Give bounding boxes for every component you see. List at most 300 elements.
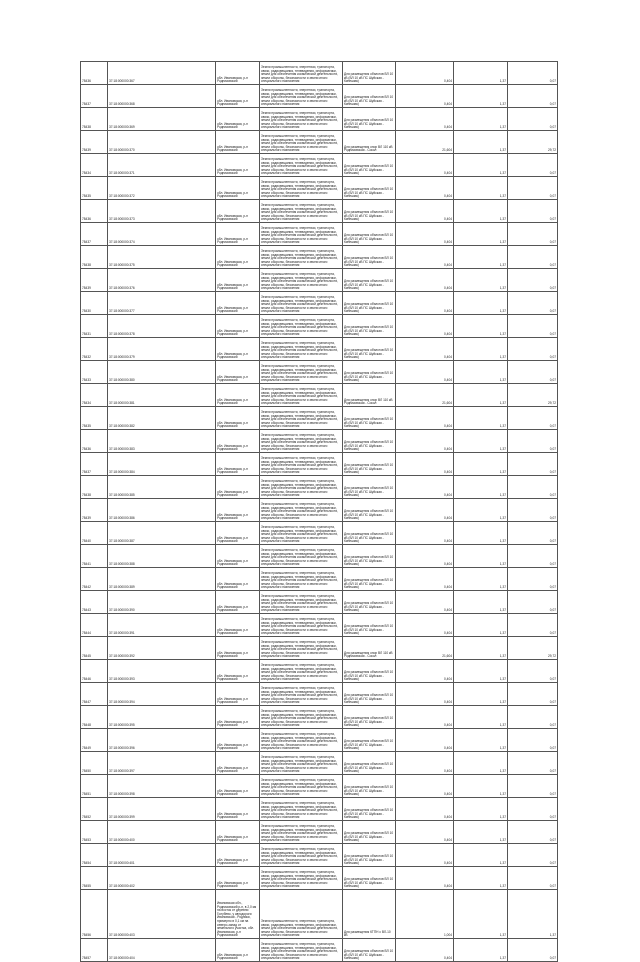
cadastral-number-cell: 37:18:000000:376 [108, 269, 216, 292]
address-cell: обл. Ивановская, р-н Родниковский [216, 939, 260, 962]
address-cell: обл. Ивановская, р-н Родниковский [216, 706, 260, 729]
permitted-use-cell: Для размещения объектов ВЛ 10 кВ (ВЛ 10 кВ ПС Шуйская - Кинешма) [343, 660, 396, 683]
address-cell: обл. Ивановская, р-н Родниковский [216, 108, 260, 131]
address-cell: обл. Ивановская, р-н Родниковский [216, 568, 260, 591]
area-value-cell: 0,404 [396, 200, 454, 223]
row-number-cell: 78441 [81, 545, 108, 568]
rate-value-cell: 1,37 [454, 821, 508, 844]
row-number-cell: 78440 [81, 522, 108, 545]
area-value-cell: 0,404 [396, 683, 454, 706]
row-number-cell: 78443 [81, 591, 108, 614]
table-row [81, 430, 558, 453]
permitted-use-cell: Для размещения объектов ВЛ 10 кВ (ВЛ 10 кВ ПС Шуйская - Кинешма) [343, 223, 396, 246]
rate-value-cell: 1,37 [454, 154, 508, 177]
rate-value-cell: 1,37 [454, 939, 508, 962]
cadastral-number-cell: 37:18:000000:378 [108, 315, 216, 338]
cadastral-number-cell: 37:18:000000:382 [108, 407, 216, 430]
land-category-cell: Земли промышленности, энергетики, транспорта, связи, радиовещания, телевидения, информатики, земли для обеспечения космической деятельности, земли обороны, безопасности и земли иного специального назначения [260, 292, 343, 315]
area-value-cell: 0,404 [396, 430, 454, 453]
cadastral-number-cell: 37:18:000000:371 [108, 154, 216, 177]
table-row [81, 522, 558, 545]
land-category-cell: Земли промышленности, энергетики, транспорта, связи, радиовещания, телевидения, информатики, земли для обеспечения космической деятельности, земли обороны, безопасности и земли иного специального назначения [260, 729, 343, 752]
table-row [81, 775, 558, 798]
address-cell: обл. Ивановская, р-н Родниковский [216, 499, 260, 522]
address-cell: обл. Ивановская, р-н Родниковский [216, 752, 260, 775]
rate-value-cell: 1,37 [454, 108, 508, 131]
area-value-cell: 21,604 [396, 384, 454, 407]
area-value-cell: 0,404 [396, 939, 454, 962]
address-cell: обл. Ивановская, р-н Родниковский [216, 729, 260, 752]
land-category-cell: Земли промышленности, энергетики, транспорта, связи, радиовещания, телевидения, информатики, земли для обеспечения космической деятельности, земли обороны, безопасности и земли иного специального назначения [260, 200, 343, 223]
area-value-cell: 0,404 [396, 269, 454, 292]
rate-value-cell: 1,37 [454, 315, 508, 338]
permitted-use-cell: Для размещения объектов ВЛ 10 кВ (ВЛ 10 кВ ПС Шуйская - Кинешма) [343, 729, 396, 752]
table-row [81, 844, 558, 867]
table-row [81, 660, 558, 683]
row-number-cell: 78437 [81, 85, 108, 108]
row-number-cell: 78438 [81, 476, 108, 499]
permitted-use-cell: Для размещения объектов ВЛ 10 кВ (ВЛ 10 кВ ПС Шуйская - Кинешма) [343, 108, 396, 131]
rate-value-cell: 1,37 [454, 706, 508, 729]
sum-value-cell: 0,07 [508, 177, 558, 200]
table-row [81, 407, 558, 430]
sum-value-cell: 0,07 [508, 292, 558, 315]
sum-value-cell: 0,07 [508, 867, 558, 890]
permitted-use-cell: Для размещения объектов ВЛ 10 кВ (ВЛ 10 кВ ПС Шуйская - Кинешма) [343, 85, 396, 108]
address-cell: Ивановская обл., Родниковский р-н, в 2,0 км на восток от деревни Голубево, у автодороги Ивановская - Родники, примерно в 0,1 км на северо-запад от земельного участка, обл. Ивановская, р-н Родниковский [216, 890, 260, 939]
cadastral-number-cell: 37:18:000000:368 [108, 85, 216, 108]
table-row [81, 499, 558, 522]
address-cell: обл. Ивановская, р-н Родниковский [216, 522, 260, 545]
table-row [81, 62, 558, 85]
cadastral-number-cell: 37:18:000000:380 [108, 361, 216, 384]
sum-value-cell: 0,07 [508, 246, 558, 269]
land-category-cell: Земли промышленности, энергетики, транспорта, связи, радиовещания, телевидения, информатики, земли для обеспечения космической деятельности, земли обороны, безопасности и земли иного специального назначения [260, 867, 343, 890]
land-category-cell: Земли промышленности, энергетики, транспорта, связи, радиовещания, телевидения, информатики, земли для обеспечения космической деятельности, земли обороны, безопасности и земли иного специального назначения [260, 568, 343, 591]
cadastral-number-cell: 37:18:000000:377 [108, 292, 216, 315]
address-cell: обл. Ивановская, р-н Родниковский [216, 177, 260, 200]
row-number-cell: 78435 [81, 407, 108, 430]
permitted-use-cell: Для размещения объектов ВЛ 10 кВ (ВЛ 10 кВ ПС Шуйская - Кинешма) [343, 361, 396, 384]
permitted-use-cell: Для размещения объектов ВЛ 10 кВ (ВЛ 10 кВ ПС Шуйская - Кинешма) [343, 752, 396, 775]
table-row [81, 591, 558, 614]
rate-value-cell: 1,37 [454, 591, 508, 614]
table-row [81, 821, 558, 844]
cadastral-number-cell: 37:18:000000:381 [108, 384, 216, 407]
rate-value-cell: 1,37 [454, 867, 508, 890]
address-cell: обл. Ивановская, р-н Родниковский [216, 683, 260, 706]
address-cell: обл. Ивановская, р-н Родниковский [216, 131, 260, 154]
row-number-cell: 78455 [81, 867, 108, 890]
permitted-use-cell: Для размещения объектов ВЛ 10 кВ (ВЛ 10 кВ ПС Шуйская - Кинешма) [343, 614, 396, 637]
table-row [81, 131, 558, 154]
cadastral-number-cell: 37:18:000000:389 [108, 568, 216, 591]
address-cell: обл. Ивановская, р-н Родниковский [216, 361, 260, 384]
permitted-use-cell: Для размещения объектов ВЛ 10 кВ (ВЛ 10 кВ ПС Шуйская - Кинешма) [343, 545, 396, 568]
rate-value-cell: 1,37 [454, 85, 508, 108]
area-value-cell: 0,404 [396, 499, 454, 522]
permitted-use-cell: Для размещения объектов ВЛ 10 кВ (ВЛ 10 кВ ПС Шуйская - Кинешма) [343, 476, 396, 499]
area-value-cell: 0,404 [396, 246, 454, 269]
address-cell: обл. Ивановская, р-н Родниковский [216, 62, 260, 85]
rate-value-cell: 1,37 [454, 798, 508, 821]
row-number-cell: 78448 [81, 706, 108, 729]
rate-value-cell: 1,37 [454, 844, 508, 867]
land-category-cell: Земли промышленности, энергетики, транспорта, связи, радиовещания, телевидения, информатики, земли для обеспечения космической деятельности, земли обороны, безопасности и земли иного специального назначения [260, 85, 343, 108]
cadastral-number-cell: 37:18:000000:379 [108, 338, 216, 361]
land-category-cell: Земли промышленности, энергетики, транспорта, связи, радиовещания, телевидения, информатики, земли для обеспечения космической деятельности, земли обороны, безопасности и земли иного специального назначения [260, 637, 343, 660]
rate-value-cell: 1,37 [454, 292, 508, 315]
sum-value-cell: 0,07 [508, 568, 558, 591]
land-category-cell: Земли промышленности, энергетики, транспорта, связи, радиовещания, телевидения, информатики, земли для обеспечения космической деятельности, земли обороны, безопасности и земли иного специального назначения [260, 154, 343, 177]
sum-value-cell: 0,07 [508, 430, 558, 453]
land-category-cell: Земли промышленности, энергетики, транспорта, связи, радиовещания, телевидения, информатики, земли для обеспечения космической деятельности, земли обороны, безопасности и земли иного специального назначения [260, 683, 343, 706]
row-number-cell: 78438 [81, 108, 108, 131]
row-number-cell: 78431 [81, 315, 108, 338]
table-body [81, 62, 558, 962]
cadastral-number-cell: 37:18:000000:401 [108, 844, 216, 867]
rate-value-cell: 1,37 [454, 660, 508, 683]
permitted-use-cell: Для размещения опор ВЛ 110 кВ Родниковская - Сокол [343, 131, 396, 154]
table-row [81, 315, 558, 338]
area-value-cell: 0,404 [396, 108, 454, 131]
land-category-cell: Земли промышленности, энергетики, транспорта, связи, радиовещания, телевидения, информатики, земли для обеспечения космической деятельности, земли обороны, безопасности и земли иного специального назначения [260, 430, 343, 453]
sum-value-cell: 1,37 [508, 890, 558, 939]
cadastral-number-cell: 37:18:000000:372 [108, 177, 216, 200]
permitted-use-cell: Для размещения объектов ВЛ 10 кВ (ВЛ 10 кВ ПС Шуйская - Кинешма) [343, 939, 396, 962]
area-value-cell: 0,404 [396, 85, 454, 108]
row-number-cell: 78435 [81, 177, 108, 200]
area-value-cell: 0,404 [396, 292, 454, 315]
table-row [81, 200, 558, 223]
sum-value-cell: 0,07 [508, 545, 558, 568]
land-category-cell: Земли промышленности, энергетики, транспорта, связи, радиовещания, телевидения, информатики, земли для обеспечения космической деятельности, земли обороны, безопасности и земли иного специального назначения [260, 108, 343, 131]
area-value-cell: 0,404 [396, 522, 454, 545]
cadastral-number-cell: 37:18:000000:404 [108, 939, 216, 962]
area-value-cell: 0,404 [396, 407, 454, 430]
table-row [81, 890, 558, 939]
row-number-cell: 78436 [81, 200, 108, 223]
area-value-cell: 0,404 [396, 821, 454, 844]
table-row [81, 154, 558, 177]
cadastral-number-cell: 37:18:000000:397 [108, 752, 216, 775]
permitted-use-cell: Для размещения объектов ВЛ 10 кВ (ВЛ 10 кВ ПС Шуйская - Кинешма) [343, 407, 396, 430]
permitted-use-cell: Для размещения объектов ВЛ 10 кВ (ВЛ 10 кВ ПС Шуйская - Кинешма) [343, 62, 396, 85]
land-category-cell: Земли промышленности, энергетики, транспорта, связи, радиовещания, телевидения, информатики, земли для обеспечения космической деятельности, земли обороны, безопасности и земли иного специального назначения [260, 821, 343, 844]
cadastral-number-cell: 37:18:000000:387 [108, 522, 216, 545]
address-cell: обл. Ивановская, р-н Родниковский [216, 844, 260, 867]
land-category-cell: Земли промышленности, энергетики, транспорта, связи, радиовещания, телевидения, информатики, земли для обеспечения космической деятельности, земли обороны, безопасности и земли иного специального назначения [260, 522, 343, 545]
address-cell: обл. Ивановская, р-н Родниковский [216, 223, 260, 246]
cadastral-number-cell: 37:18:000000:388 [108, 545, 216, 568]
land-category-cell: Земли промышленности, энергетики, транспорта, связи, радиовещания, телевидения, информатики, земли для обеспечения космической деятельности, земли обороны, безопасности и земли иного специального назначения [260, 223, 343, 246]
sum-value-cell: 0,07 [508, 844, 558, 867]
cadastral-number-cell: 37:18:000000:385 [108, 476, 216, 499]
sum-value-cell: 0,07 [508, 660, 558, 683]
address-cell: обл. Ивановская, р-н Родниковский [216, 476, 260, 499]
area-value-cell: 21,604 [396, 637, 454, 660]
row-number-cell: 78430 [81, 292, 108, 315]
row-number-cell: 78450 [81, 752, 108, 775]
permitted-use-cell: Для размещения объектов ВЛ 10 кВ (ВЛ 10 кВ ПС Шуйская - Кинешма) [343, 821, 396, 844]
table-row [81, 223, 558, 246]
table-row [81, 798, 558, 821]
table-row [81, 361, 558, 384]
cadastral-number-cell: 37:18:000000:370 [108, 131, 216, 154]
land-category-cell: Земли промышленности, энергетики, транспорта, связи, радиовещания, телевидения, информатики, земли для обеспечения космической деятельности, земли обороны, безопасности и земли иного специального назначения [260, 499, 343, 522]
land-category-cell: Земли промышленности, энергетики, транспорта, связи, радиовещания, телевидения, информатики, земли для обеспечения космической деятельности, земли обороны, безопасности и земли иного специального назначения [260, 775, 343, 798]
land-category-cell: Земли промышленности, энергетики, транспорта, связи, радиовещания, телевидения, информатики, земли для обеспечения космической деятельности, земли обороны, безопасности и земли иного специального назначения [260, 844, 343, 867]
land-category-cell: Земли промышленности, энергетики, транспорта, связи, радиовещания, телевидения, информатики, земли для обеспечения космической деятельности, земли обороны, безопасности и земли иного специального назначения [260, 939, 343, 962]
sum-value-cell: 29,72 [508, 131, 558, 154]
area-value-cell: 0,404 [396, 591, 454, 614]
table-row [81, 177, 558, 200]
permitted-use-cell: Для размещения объектов ВЛ 10 кВ (ВЛ 10 кВ ПС Шуйская - Кинешма) [343, 200, 396, 223]
row-number-cell: 78454 [81, 844, 108, 867]
area-value-cell: 0,404 [396, 62, 454, 85]
row-number-cell: 78452 [81, 798, 108, 821]
cadastral-number-cell: 37:18:000000:393 [108, 660, 216, 683]
area-value-cell: 0,404 [396, 798, 454, 821]
address-cell: обл. Ивановская, р-н Родниковский [216, 85, 260, 108]
address-cell: обл. Ивановская, р-н Родниковский [216, 200, 260, 223]
land-category-cell: Земли промышленности, энергетики, транспорта, связи, радиовещания, телевидения, информатики, земли для обеспечения космической деятельности, земли обороны, безопасности и земли иного специального назначения [260, 361, 343, 384]
area-value-cell: 0,404 [396, 315, 454, 338]
sum-value-cell: 0,07 [508, 407, 558, 430]
rate-value-cell: 1,37 [454, 361, 508, 384]
area-value-cell: 0,404 [396, 545, 454, 568]
sum-value-cell: 0,07 [508, 338, 558, 361]
address-cell: обл. Ивановская, р-н Родниковский [216, 867, 260, 890]
land-category-cell: Земли промышленности, энергетики, транспорта, связи, радиовещания, телевидения, информатики, земли для обеспечения космической деятельности, земли обороны, безопасности и земли иного специального назначения [260, 269, 343, 292]
row-number-cell: 78457 [81, 939, 108, 962]
row-number-cell: 78456 [81, 890, 108, 939]
cadastral-number-cell: 37:18:000000:391 [108, 614, 216, 637]
land-category-cell: Земли промышленности, энергетики, транспорта, связи, радиовещания, телевидения, информатики, земли для обеспечения космической деятельности, земли обороны, безопасности и земли иного специального назначения [260, 706, 343, 729]
table-row [81, 729, 558, 752]
cadastral-number-cell: 37:18:000000:400 [108, 821, 216, 844]
row-number-cell: 78432 [81, 338, 108, 361]
sum-value-cell: 0,07 [508, 729, 558, 752]
rate-value-cell: 1,37 [454, 614, 508, 637]
row-number-cell: 78449 [81, 729, 108, 752]
permitted-use-cell: Для размещения опор ВЛ 110 кВ Родниковская - Сокол [343, 384, 396, 407]
table-row [81, 269, 558, 292]
permitted-use-cell: Для размещения объектов ВЛ 10 кВ (ВЛ 10 кВ ПС Шуйская - Кинешма) [343, 315, 396, 338]
cadastral-number-cell: 37:18:000000:384 [108, 453, 216, 476]
permitted-use-cell: Для размещения объектов ВЛ 10 кВ (ВЛ 10 кВ ПС Шуйская - Кинешма) [343, 591, 396, 614]
cadastral-number-cell: 37:18:000000:369 [108, 108, 216, 131]
row-number-cell: 78434 [81, 384, 108, 407]
row-number-cell: 78436 [81, 62, 108, 85]
cadastral-number-cell: 37:18:000000:383 [108, 430, 216, 453]
area-value-cell: 0,404 [396, 775, 454, 798]
address-cell: обл. Ивановская, р-н Родниковский [216, 821, 260, 844]
sum-value-cell: 0,07 [508, 522, 558, 545]
land-category-cell: Земли промышленности, энергетики, транспорта, связи, радиовещания, телевидения, информатики, земли для обеспечения космической деятельности, земли обороны, безопасности и земли иного специального назначения [260, 62, 343, 85]
permitted-use-cell: Для размещения объектов ВЛ 10 кВ (ВЛ 10 кВ ПС Шуйская - Кинешма) [343, 522, 396, 545]
address-cell: обл. Ивановская, р-н Родниковский [216, 775, 260, 798]
cadastral-number-cell: 37:18:000000:375 [108, 246, 216, 269]
cadastral-number-cell: 37:18:000000:367 [108, 62, 216, 85]
address-cell: обл. Ивановская, р-н Родниковский [216, 246, 260, 269]
land-category-cell: Земли промышленности, энергетики, транспорта, связи, радиовещания, телевидения, информатики, земли для обеспечения космической деятельности, земли обороны, безопасности и земли иного специального назначения [260, 890, 343, 939]
area-value-cell: 0,404 [396, 752, 454, 775]
rate-value-cell: 1,37 [454, 269, 508, 292]
address-cell: обл. Ивановская, р-н Родниковский [216, 292, 260, 315]
cadastral-number-cell: 37:18:000000:399 [108, 798, 216, 821]
address-cell: обл. Ивановская, р-н Родниковский [216, 614, 260, 637]
cadastral-number-cell: 37:18:000000:394 [108, 683, 216, 706]
area-value-cell: 0,404 [396, 706, 454, 729]
cadastral-number-cell: 37:18:000000:398 [108, 775, 216, 798]
row-number-cell: 78434 [81, 154, 108, 177]
land-category-cell: Земли промышленности, энергетики, транспорта, связи, радиовещания, телевидения, информатики, земли для обеспечения космической деятельности, земли обороны, безопасности и земли иного специального назначения [260, 131, 343, 154]
sum-value-cell: 0,07 [508, 939, 558, 962]
area-value-cell: 0,404 [396, 844, 454, 867]
table-row [81, 246, 558, 269]
table-row [81, 568, 558, 591]
land-registry-table [80, 61, 558, 962]
permitted-use-cell: Для размещения КТПН с ВЛ-10 кВ [343, 890, 396, 939]
table-row [81, 384, 558, 407]
permitted-use-cell: Для размещения объектов ВЛ 10 кВ (ВЛ 10 кВ ПС Шуйская - Кинешма) [343, 683, 396, 706]
land-category-cell: Земли промышленности, энергетики, транспорта, связи, радиовещания, телевидения, информатики, земли для обеспечения космической деятельности, земли обороны, безопасности и земли иного специального назначения [260, 798, 343, 821]
rate-value-cell: 1,37 [454, 752, 508, 775]
rate-value-cell: 1,37 [454, 476, 508, 499]
sum-value-cell: 0,07 [508, 614, 558, 637]
address-cell: обл. Ивановская, р-н Родниковский [216, 384, 260, 407]
cadastral-number-cell: 37:18:000000:374 [108, 223, 216, 246]
sum-value-cell: 0,07 [508, 499, 558, 522]
table-row [81, 545, 558, 568]
permitted-use-cell: Для размещения объектов ВЛ 10 кВ (ВЛ 10 кВ ПС Шуйская - Кинешма) [343, 246, 396, 269]
sum-value-cell: 0,07 [508, 821, 558, 844]
address-cell: обл. Ивановская, р-н Родниковский [216, 591, 260, 614]
table-row [81, 614, 558, 637]
land-category-cell: Земли промышленности, энергетики, транспорта, связи, радиовещания, телевидения, информатики, земли для обеспечения космической деятельности, земли обороны, безопасности и земли иного специального назначения [260, 660, 343, 683]
land-category-cell: Земли промышленности, энергетики, транспорта, связи, радиовещания, телевидения, информатики, земли для обеспечения космической деятельности, земли обороны, безопасности и земли иного специального назначения [260, 407, 343, 430]
table-row [81, 85, 558, 108]
sum-value-cell: 0,07 [508, 752, 558, 775]
area-value-cell: 0,404 [396, 729, 454, 752]
row-number-cell: 78445 [81, 637, 108, 660]
area-value-cell: 0,404 [396, 568, 454, 591]
area-value-cell: 21,604 [396, 131, 454, 154]
address-cell: обл. Ивановская, р-н Родниковский [216, 453, 260, 476]
table-row [81, 338, 558, 361]
row-number-cell: 78447 [81, 683, 108, 706]
rate-value-cell: 1,37 [454, 729, 508, 752]
rate-value-cell: 1,37 [454, 131, 508, 154]
area-value-cell: 0,404 [396, 476, 454, 499]
row-number-cell: 78451 [81, 775, 108, 798]
area-value-cell: 0,404 [396, 154, 454, 177]
sum-value-cell: 0,07 [508, 706, 558, 729]
land-category-cell: Земли промышленности, энергетики, транспорта, связи, радиовещания, телевидения, информатики, земли для обеспечения космической деятельности, земли обороны, безопасности и земли иного специального назначения [260, 545, 343, 568]
table-row [81, 706, 558, 729]
rate-value-cell: 1,37 [454, 683, 508, 706]
cadastral-number-cell: 37:18:000000:396 [108, 729, 216, 752]
rate-value-cell: 1,37 [454, 430, 508, 453]
area-value-cell: 0,404 [396, 867, 454, 890]
row-number-cell: 78442 [81, 568, 108, 591]
rate-value-cell: 1,37 [454, 545, 508, 568]
cadastral-number-cell: 37:18:000000:386 [108, 499, 216, 522]
permitted-use-cell: Для размещения объектов ВЛ 10 кВ (ВЛ 10 кВ ПС Шуйская - Кинешма) [343, 499, 396, 522]
permitted-use-cell: Для размещения объектов ВЛ 10 кВ (ВЛ 10 кВ ПС Шуйская - Кинешма) [343, 706, 396, 729]
permitted-use-cell: Для размещения объектов ВЛ 10 кВ (ВЛ 10 кВ ПС Шуйская - Кинешма) [343, 269, 396, 292]
sum-value-cell: 0,07 [508, 798, 558, 821]
area-value-cell: 0,404 [396, 177, 454, 200]
table-row [81, 683, 558, 706]
row-number-cell: 78436 [81, 430, 108, 453]
sum-value-cell: 0,07 [508, 85, 558, 108]
row-number-cell: 78437 [81, 223, 108, 246]
rate-value-cell: 1,37 [454, 453, 508, 476]
area-value-cell: 0,404 [396, 361, 454, 384]
rate-value-cell: 1,37 [454, 200, 508, 223]
permitted-use-cell: Для размещения объектов ВЛ 10 кВ (ВЛ 10 кВ ПС Шуйская - Кинешма) [343, 338, 396, 361]
cadastral-number-cell: 37:18:000000:395 [108, 706, 216, 729]
area-value-cell: 1,004 [396, 890, 454, 939]
sum-value-cell: 29,72 [508, 384, 558, 407]
permitted-use-cell: Для размещения объектов ВЛ 10 кВ (ВЛ 10 кВ ПС Шуйская - Кинешма) [343, 453, 396, 476]
row-number-cell: 78453 [81, 821, 108, 844]
sum-value-cell: 0,07 [508, 315, 558, 338]
sum-value-cell: 0,07 [508, 361, 558, 384]
row-number-cell: 78433 [81, 361, 108, 384]
sum-value-cell: 0,07 [508, 200, 558, 223]
area-value-cell: 0,404 [396, 614, 454, 637]
rate-value-cell: 1,37 [454, 338, 508, 361]
area-value-cell: 0,404 [396, 660, 454, 683]
row-number-cell: 78439 [81, 499, 108, 522]
sum-value-cell: 0,07 [508, 476, 558, 499]
address-cell: обл. Ивановская, р-н Родниковский [216, 338, 260, 361]
cadastral-number-cell: 37:18:000000:390 [108, 591, 216, 614]
table-row [81, 476, 558, 499]
cadastral-number-cell: 37:18:000000:402 [108, 867, 216, 890]
rate-value-cell: 1,37 [454, 384, 508, 407]
rate-value-cell: 1,37 [454, 407, 508, 430]
permitted-use-cell: Для размещения объектов ВЛ 10 кВ (ВЛ 10 кВ ПС Шуйская - Кинешма) [343, 430, 396, 453]
land-category-cell: Земли промышленности, энергетики, транспорта, связи, радиовещания, телевидения, информатики, земли для обеспечения космической деятельности, земли обороны, безопасности и земли иного специального назначения [260, 453, 343, 476]
area-value-cell: 0,404 [396, 223, 454, 246]
row-number-cell: 78439 [81, 131, 108, 154]
sum-value-cell: 0,07 [508, 591, 558, 614]
address-cell: обл. Ивановская, р-н Родниковский [216, 269, 260, 292]
rate-value-cell: 1,37 [454, 568, 508, 591]
area-value-cell: 0,404 [396, 453, 454, 476]
table-row [81, 752, 558, 775]
land-category-cell: Земли промышленности, энергетики, транспорта, связи, радиовещания, телевидения, информатики, земли для обеспечения космической деятельности, земли обороны, безопасности и земли иного специального назначения [260, 384, 343, 407]
rate-value-cell: 1,37 [454, 246, 508, 269]
row-number-cell: 78439 [81, 269, 108, 292]
land-category-cell: Земли промышленности, энергетики, транспорта, связи, радиовещания, телевидения, информатики, земли для обеспечения космической деятельности, земли обороны, безопасности и земли иного специального назначения [260, 476, 343, 499]
permitted-use-cell: Для размещения объектов ВЛ 10 кВ (ВЛ 10 кВ ПС Шуйская - Кинешма) [343, 867, 396, 890]
rate-value-cell: 1,37 [454, 775, 508, 798]
cadastral-number-cell: 37:18:000000:392 [108, 637, 216, 660]
table-row [81, 108, 558, 131]
table-row [81, 939, 558, 962]
rate-value-cell: 1,37 [454, 522, 508, 545]
area-value-cell: 0,404 [396, 338, 454, 361]
table-row [81, 867, 558, 890]
cadastral-number-cell: 37:18:000000:403 [108, 890, 216, 939]
sum-value-cell: 0,07 [508, 62, 558, 85]
permitted-use-cell: Для размещения объектов ВЛ 10 кВ (ВЛ 10 кВ ПС Шуйская - Кинешма) [343, 292, 396, 315]
